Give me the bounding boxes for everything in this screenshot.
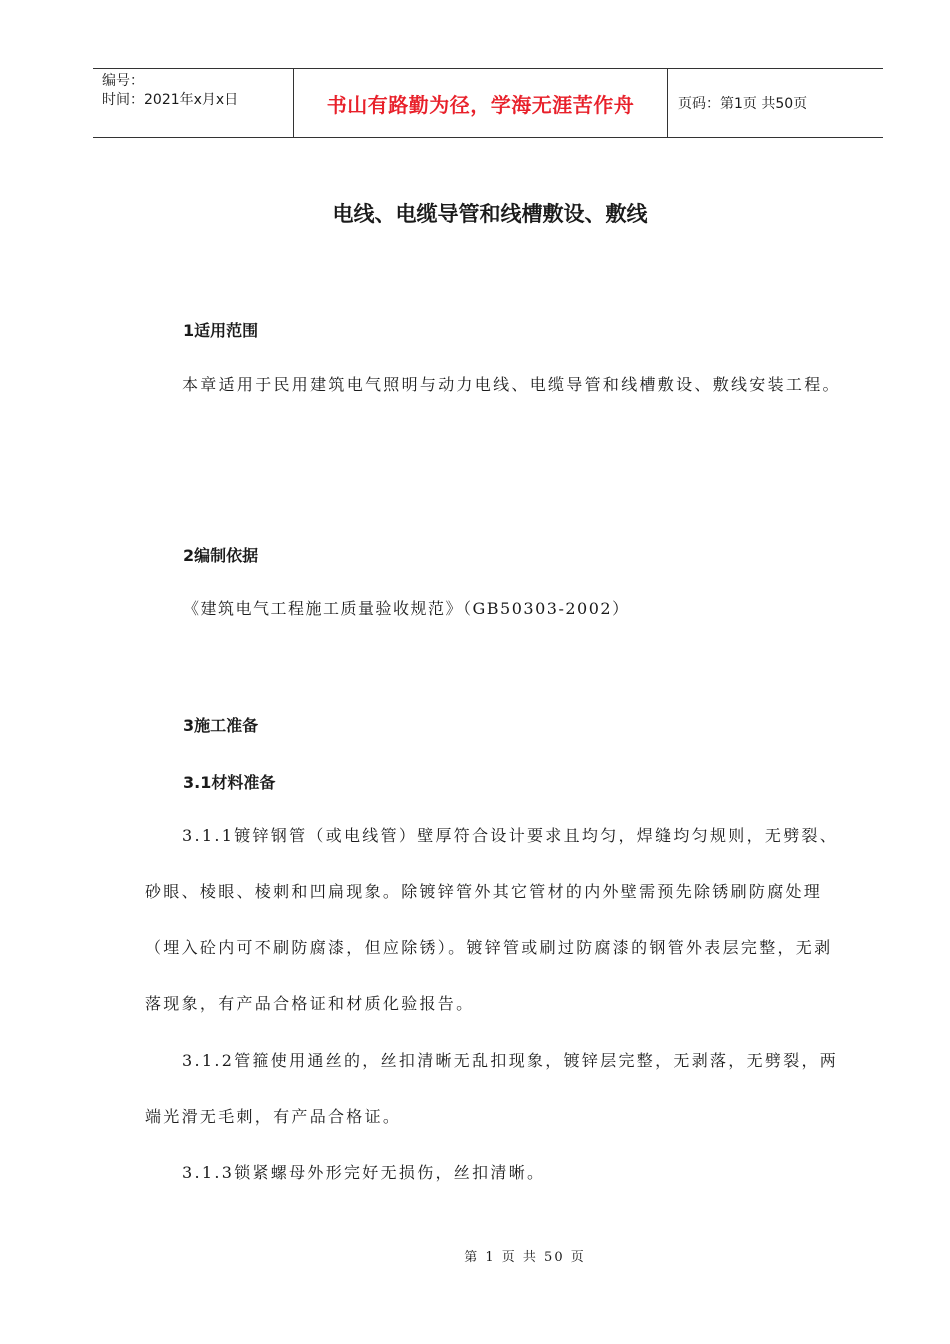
header-time-label: 时间：2021年x月x日 <box>102 92 239 108</box>
page-header <box>93 68 883 138</box>
header-page-info: 页码：第1页 共50页 <box>678 96 808 112</box>
header-motto: 书山有路勤为径，学海无涯苦作舟 <box>294 69 668 137</box>
section-heading-preparation: 3施工准备 <box>183 716 259 735</box>
section-heading-scope: 1适用范围 <box>183 321 259 340</box>
document-title: 电线、电缆导管和线槽敷设、敷线 <box>332 202 648 226</box>
header-code-label: 编号： <box>102 73 144 89</box>
paragraph-scope: 本章适用于民用建筑电气照明与动力电线、电缆导管和线槽敷设、敷线安装工程。 <box>182 375 841 394</box>
paragraph-3-1-3: 3.1.3锁紧螺母外形完好无损伤，丝扣清晰。 <box>182 1163 546 1182</box>
subsection-heading-materials: 3.1材料准备 <box>183 773 276 792</box>
paragraph-basis: 《建筑电气工程施工质量验收规范》（GB50303-2002） <box>183 599 630 618</box>
paragraph-3-1-1: 3.1.1镀锌钢管（或电线管）壁厚符合设计要求且均匀，焊缝均匀规则，无劈裂、砂眼、棱眼、棱刺和凹扁现象。除镀锌管外其它管材的内外壁需预先除锈刷防腐处理（埋入砼内可不刷防腐漆，但应除锈）。镀锌管或刷过防腐漆的钢管外表层完整，无剥落现象，有产品合格证和材质化验报告。 <box>145 826 839 1013</box>
page-footer: 第 1 页 共 50 页 <box>464 1250 586 1265</box>
header-meta <box>93 69 294 137</box>
paragraph-3-1-2: 3.1.2管箍使用通丝的，丝扣清晰无乱扣现象，镀锌层完整，无剥落，无劈裂，两端光滑无毛刺，有产品合格证。 <box>145 1051 839 1126</box>
section-heading-basis: 2编制依据 <box>183 546 259 565</box>
